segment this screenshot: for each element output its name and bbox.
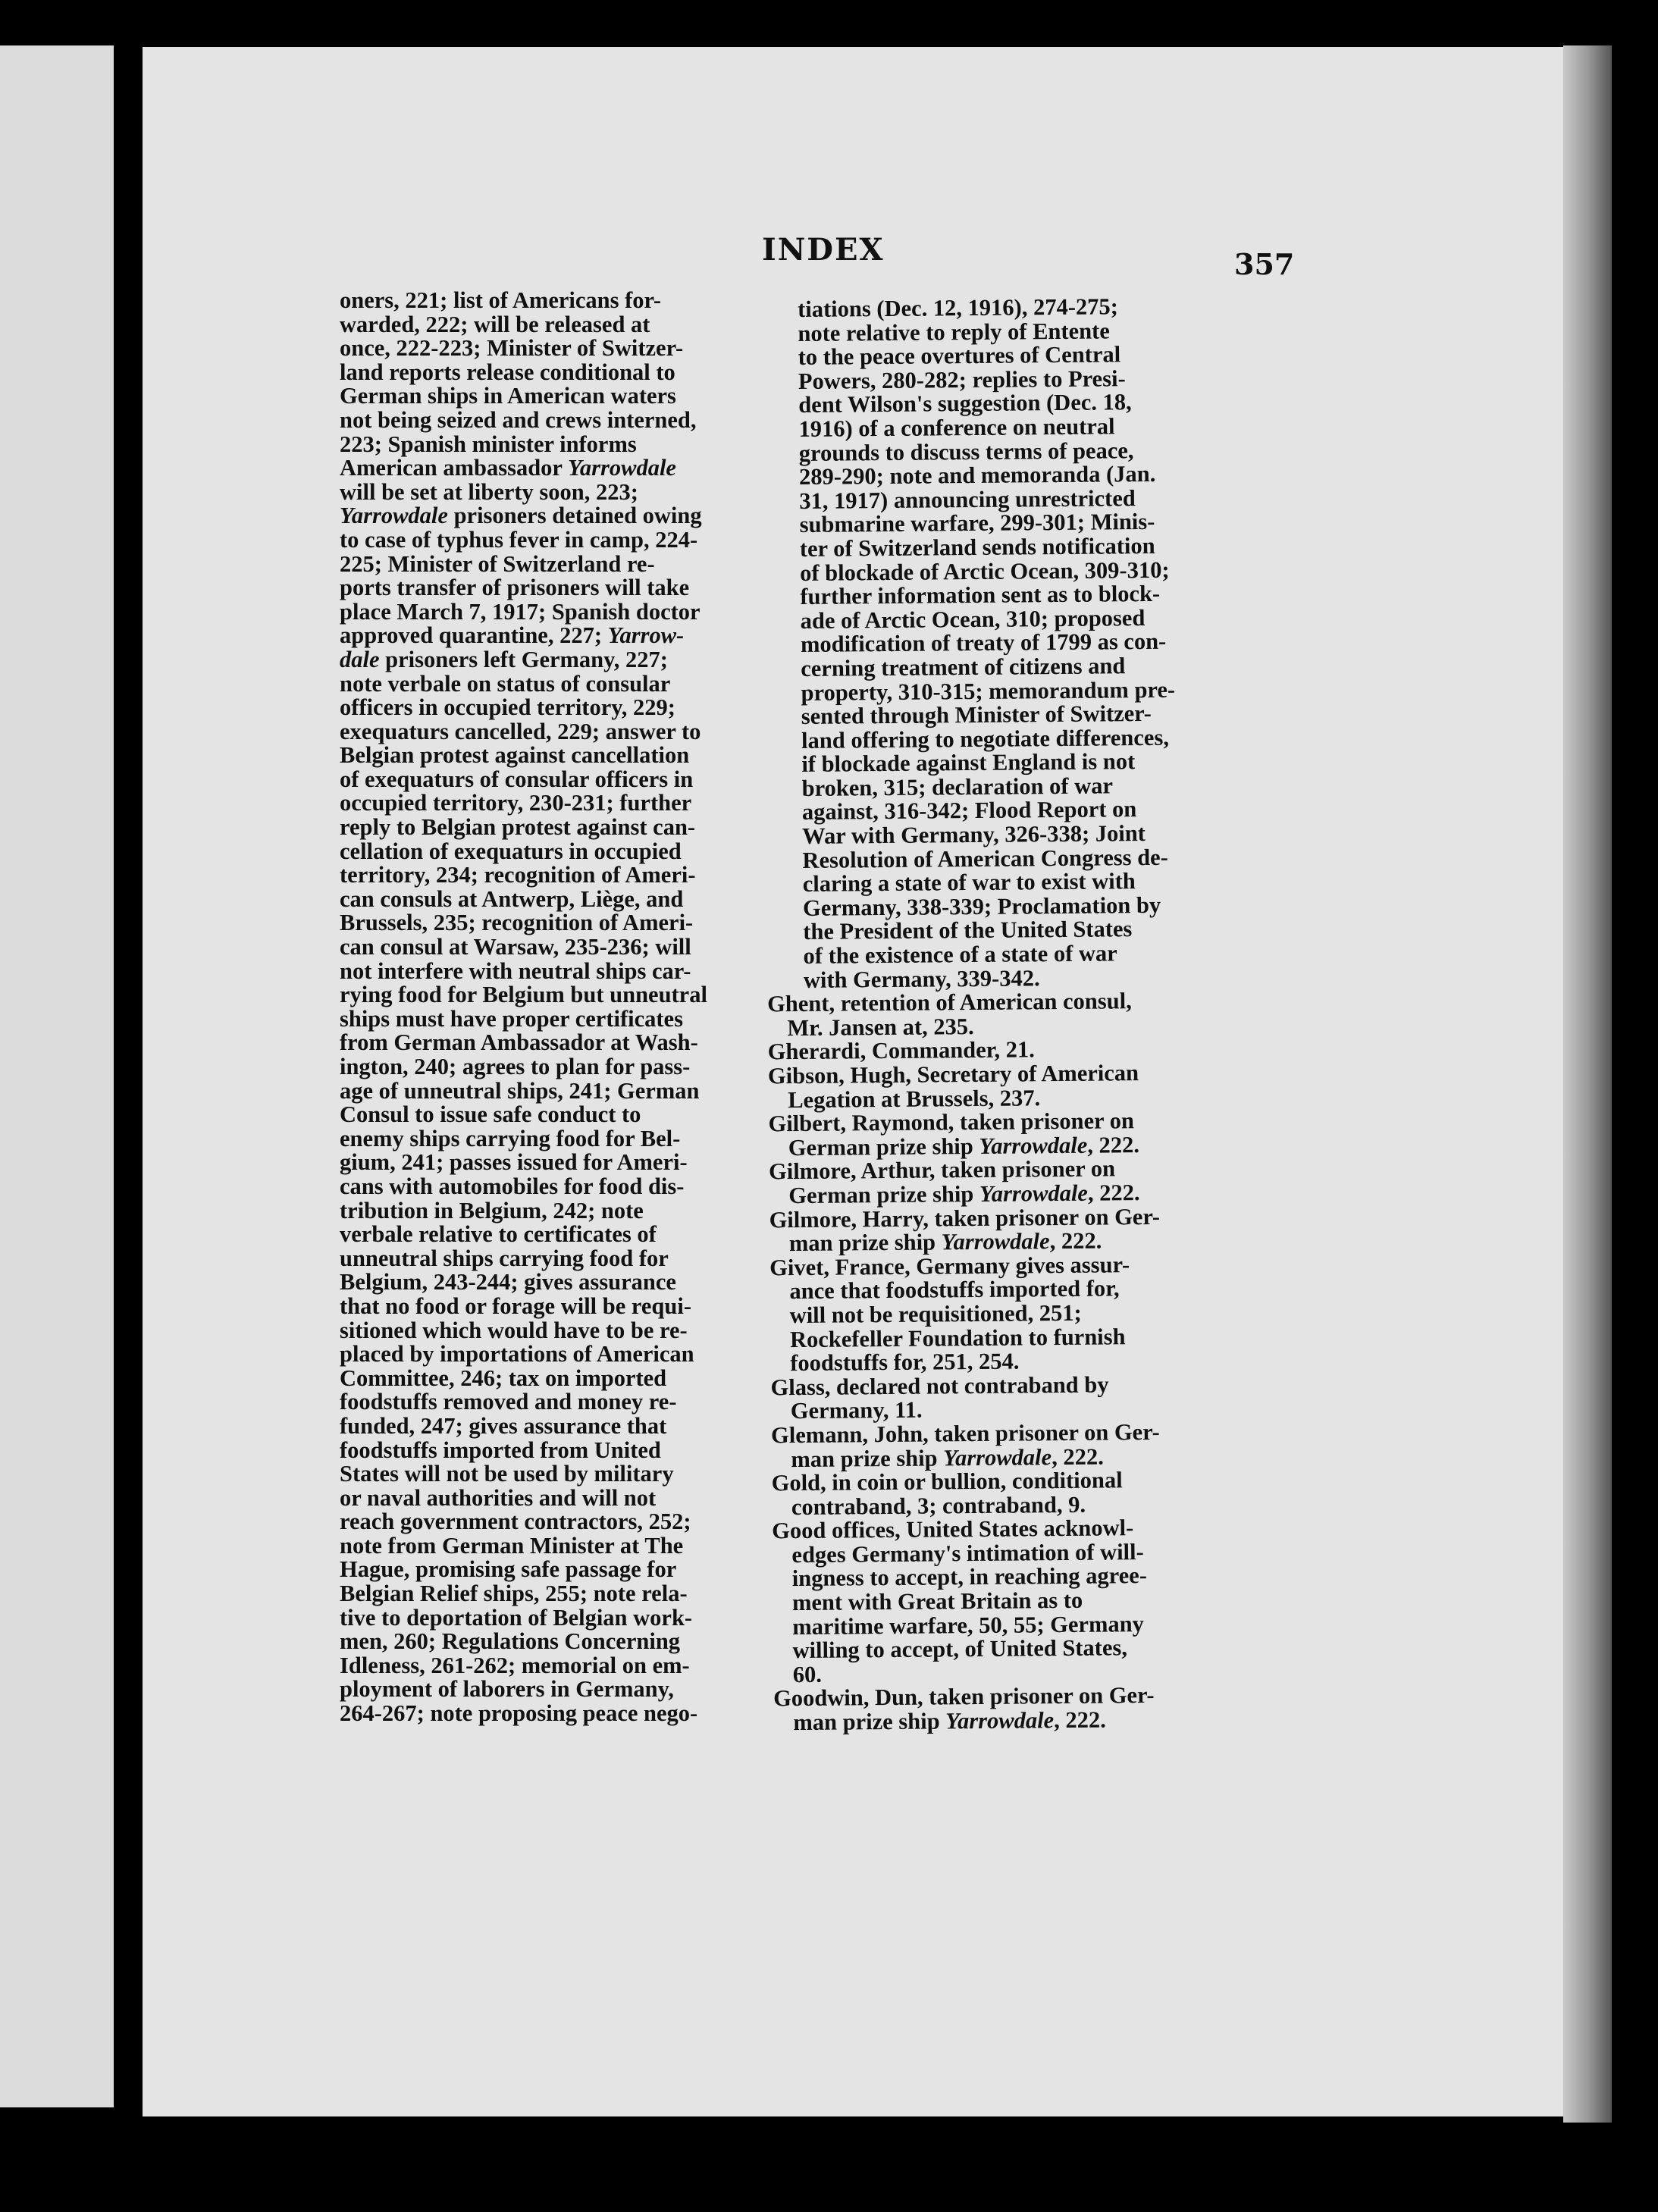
index-line: claring a state of war to exist with <box>802 868 1136 898</box>
index-entry-heading: Givet, France, Germany gives assur- <box>769 1251 1130 1281</box>
index-entry <box>768 1060 1287 1112</box>
index-line: 289-290; note and memoranda (Jan. <box>798 461 1156 490</box>
index-line: reply to Belgian protest against can- <box>340 814 696 841</box>
index-line: 264-267; note proposing peace nego- <box>340 1700 698 1727</box>
index-line: property, 310-315; memorandum pre- <box>801 676 1176 706</box>
index-line: 1916) of a conference on neutral <box>798 413 1115 442</box>
page-edge-shadow <box>1563 45 1612 2123</box>
index-entry <box>772 1515 1292 1687</box>
index-line: tive to deportation of Belgian work- <box>340 1604 693 1631</box>
index-line: Consul to issue safe conduct to <box>340 1101 641 1128</box>
index-entry-heading: Glemann, John, taken prisoner on Ger- <box>770 1418 1160 1449</box>
index-line: Yarrowdale prisoners detained owing <box>340 503 702 529</box>
index-line: will be set at liberty soon, 223; <box>340 478 638 505</box>
index-entry-heading: Gilmore, Arthur, taken prisoner on <box>768 1155 1116 1185</box>
index-entry-line: will not be requisitioned, 251; <box>789 1299 1082 1329</box>
index-entry-heading: Gold, in coin or bullion, conditional <box>771 1467 1123 1496</box>
index-line: Powers, 280-282; replies to Presi- <box>798 365 1126 394</box>
index-line: cellation of exequaturs in occupied <box>340 838 682 864</box>
index-line: from German Ambassador at Wash- <box>340 1029 698 1056</box>
index-entry-line: ingness to accept, in reaching agree- <box>791 1562 1148 1592</box>
index-entry-heading: Goodwin, Dun, taken prisoner on Ger- <box>773 1682 1155 1712</box>
index-entry <box>769 1204 1288 1256</box>
index-line: cans with automobiles for food dis- <box>340 1173 685 1199</box>
index-line: ade of Arctic Ocean, 310; proposed <box>800 604 1146 634</box>
index-line: once, 222-223; Minister of Switzer- <box>340 335 684 362</box>
index-line: that no food or forage will be requi- <box>340 1292 691 1319</box>
facing-page-edge <box>0 45 114 2107</box>
index-entry <box>769 1156 1288 1208</box>
index-line: if blockade against England is not <box>801 748 1136 778</box>
index-line: not being seized and crews interned, <box>340 406 697 433</box>
index-line: ployment of laborers in Germany, <box>340 1676 674 1703</box>
index-line: submarine warfare, 299-301; Minis- <box>799 509 1155 538</box>
index-entry-line: ance that foodstuffs imported for, <box>789 1275 1120 1305</box>
index-entry-line: Germany, 11. <box>790 1396 923 1424</box>
index-line: ships must have proper certificates <box>340 1005 683 1032</box>
index-entry-line: willing to accept, of United States, <box>792 1634 1128 1664</box>
index-line: American ambassador Yarrowdale <box>340 455 676 481</box>
index-entry <box>770 1371 1290 1424</box>
index-entry-heading: Gilmore, Harry, taken prisoner on Ger- <box>769 1203 1161 1233</box>
index-line: Germany, 338-339; Proclamation by <box>802 891 1161 921</box>
index-line: to case of typhus fever in camp, 224- <box>340 526 698 553</box>
index-line: ington, 240; agrees to plan for pass- <box>340 1054 691 1079</box>
index-line: unneutral ships carrying food for <box>340 1245 669 1271</box>
index-line: placed by importations of American <box>340 1341 694 1368</box>
index-line: enemy ships carrying food for Bel- <box>340 1125 681 1151</box>
index-column-left <box>340 289 776 1726</box>
index-line: territory, 234; recognition of Ameri- <box>340 862 696 888</box>
index-line: the President of the United States <box>803 916 1133 945</box>
index-line: States will not be used by military <box>340 1461 674 1487</box>
index-entry-line: contraband, 3; contraband, 9. <box>791 1491 1086 1520</box>
index-line: tiations (Dec. 12, 1916), 274-275; <box>797 293 1118 322</box>
index-entry-line: maritime warfare, 50, 55; Germany <box>792 1610 1144 1640</box>
index-line: with Germany, 339-342. <box>803 964 1040 993</box>
index-entry-line: 60. <box>792 1661 823 1687</box>
index-entry-line: ment with Great Britain as to <box>791 1587 1083 1616</box>
index-line: to the peace overtures of Central <box>798 341 1121 371</box>
index-line: land offering to negotiate differences, <box>801 724 1170 754</box>
index-entry-heading: Gilbert, Raymond, taken prisoner on <box>768 1108 1135 1137</box>
index-entry-line: foodstuffs for, 251, 254. <box>790 1348 1020 1377</box>
index-line: modification of treaty of 1799 as con- <box>800 628 1167 658</box>
index-line: War with Germany, 326-338; Joint <box>802 820 1146 850</box>
index-line: place March 7, 1917; Spanish doctor <box>340 598 700 625</box>
index-entry <box>767 989 1287 1041</box>
index-entry-line: man prize ship Yarrowdale, 222. <box>793 1706 1106 1736</box>
index-entry <box>773 1683 1293 1735</box>
index-line: tribution in Belgium, 242; note <box>340 1197 644 1223</box>
index-line: Resolution of American Congress de- <box>802 844 1168 873</box>
index-line: can consul at Warsaw, 235-236; will <box>340 934 691 960</box>
index-entry-line: edges Germany's intimation of will- <box>791 1538 1144 1568</box>
index-line: note from German Minister at The <box>340 1532 684 1559</box>
index-line: approved quarantine, 227; Yarrow- <box>340 622 685 649</box>
index-line: gium, 241; passes issued for Ameri- <box>340 1149 688 1176</box>
index-line: oners, 221; list of Americans for- <box>340 287 662 313</box>
index-line: broken, 315; declaration of war <box>801 772 1114 801</box>
index-line: sitioned which would have to be re- <box>340 1317 688 1343</box>
index-line: further information sent as to block- <box>800 580 1161 610</box>
index-line: age of unneutral ships, 241; German <box>340 1077 700 1104</box>
index-line: German ships in American waters <box>340 383 676 409</box>
index-entry-heading: Ghent, retention of American consul, <box>766 988 1132 1017</box>
index-line: foodstuffs imported from United <box>340 1437 661 1463</box>
page-title: INDEX <box>762 232 885 268</box>
index-line: occupied territory, 230-231; further <box>340 790 692 816</box>
index-entry <box>768 1108 1287 1161</box>
index-line: dale prisoners left Germany, 227; <box>340 646 668 672</box>
index-line: note verbale on status of consular <box>340 670 671 697</box>
index-entry-line: Mr. Jansen at, 235. <box>787 1013 974 1041</box>
index-line: 223; Spanish minister informs <box>340 431 637 457</box>
index-line: 225; Minister of Switzerland re- <box>340 550 655 577</box>
index-entry-heading: Gibson, Hugh, Secretary of American <box>767 1060 1139 1089</box>
index-column-right <box>766 293 1293 1736</box>
index-line: ter of Switzerland sends notification <box>799 532 1155 562</box>
index-line: Belgian protest against cancellation <box>340 742 690 769</box>
index-line: sented through Minister of Switzer- <box>801 700 1152 730</box>
index-line: Brussels, 235; recognition of Ameri- <box>340 910 694 936</box>
index-line: foodstuffs removed and money re- <box>340 1389 677 1415</box>
index-line: Committee, 246; tax on imported <box>340 1364 667 1391</box>
index-entry-line: man prize ship Yarrowdale, 222. <box>791 1443 1104 1472</box>
index-line: can consuls at Antwerp, Liège, and <box>340 885 684 912</box>
index-line: land reports release conditional to <box>340 359 675 385</box>
index-line: officers in occupied territory, 229; <box>340 694 675 721</box>
index-entry <box>772 1467 1291 1519</box>
index-line: exequaturs cancelled, 229; answer to <box>340 718 701 744</box>
index-entry-heading: Gherardi, Commander, 21. <box>767 1036 1035 1065</box>
index-line: or naval authorities and will not <box>340 1484 657 1511</box>
index-line: reach government contractors, 252; <box>340 1509 691 1535</box>
index-line: of exequaturs of consular officers in <box>340 766 694 792</box>
page-number: 357 <box>1234 247 1295 281</box>
index-line: men, 260; Regulations Concerning <box>340 1628 681 1655</box>
index-entry-line: Legation at Brussels, 237. <box>788 1084 1041 1113</box>
index-line: verbale relative to certificates of <box>340 1221 657 1248</box>
index-entry-line: Rockefeller Foundation to furnish <box>789 1323 1126 1352</box>
index-line: cerning treatment of citizens and <box>801 653 1126 681</box>
index-entry-heading: Glass, declared not contraband by <box>770 1371 1109 1401</box>
index-line: funded, 247; gives assurance that <box>340 1412 667 1439</box>
index-line: against, 316-342; Flood Report on <box>801 796 1137 826</box>
index-line: of blockade of Arctic Ocean, 309-310; <box>800 556 1170 586</box>
index-line: warded, 222; will be released at <box>340 311 650 337</box>
index-line: grounds to discuss terms of peace, <box>798 437 1134 466</box>
index-line: 31, 1917) announcing unrestricted <box>799 484 1136 514</box>
index-line: dent Wilson's suggestion (Dec. 18, <box>798 389 1132 418</box>
index-entry-line: German prize ship Yarrowdale, 222. <box>788 1180 1140 1209</box>
index-line: not interfere with neutral ships car- <box>340 957 691 984</box>
index-line: of the existence of a state of war <box>803 940 1117 969</box>
index-line: ports transfer of prisoners will take <box>340 575 690 601</box>
index-entry-line: German prize ship Yarrowdale, 222. <box>788 1131 1140 1161</box>
index-line: Belgian Relief ships, 255; note rela- <box>340 1581 688 1607</box>
index-line: rying food for Belgium but unneutral <box>340 982 707 1008</box>
index-entry <box>769 1252 1289 1376</box>
index-line: Idleness, 261-262; memorial on em- <box>340 1652 690 1678</box>
index-line: Belgium, 243-244; gives assurance <box>340 1269 676 1296</box>
index-line: note relative to reply of Entente <box>798 318 1110 346</box>
index-entry <box>771 1419 1290 1471</box>
index-entry-line: man prize ship Yarrowdale, 222. <box>788 1227 1102 1257</box>
index-line: Hague, promising safe passage for <box>340 1556 677 1583</box>
index-entry-heading: Good offices, United States acknowl- <box>772 1515 1134 1544</box>
